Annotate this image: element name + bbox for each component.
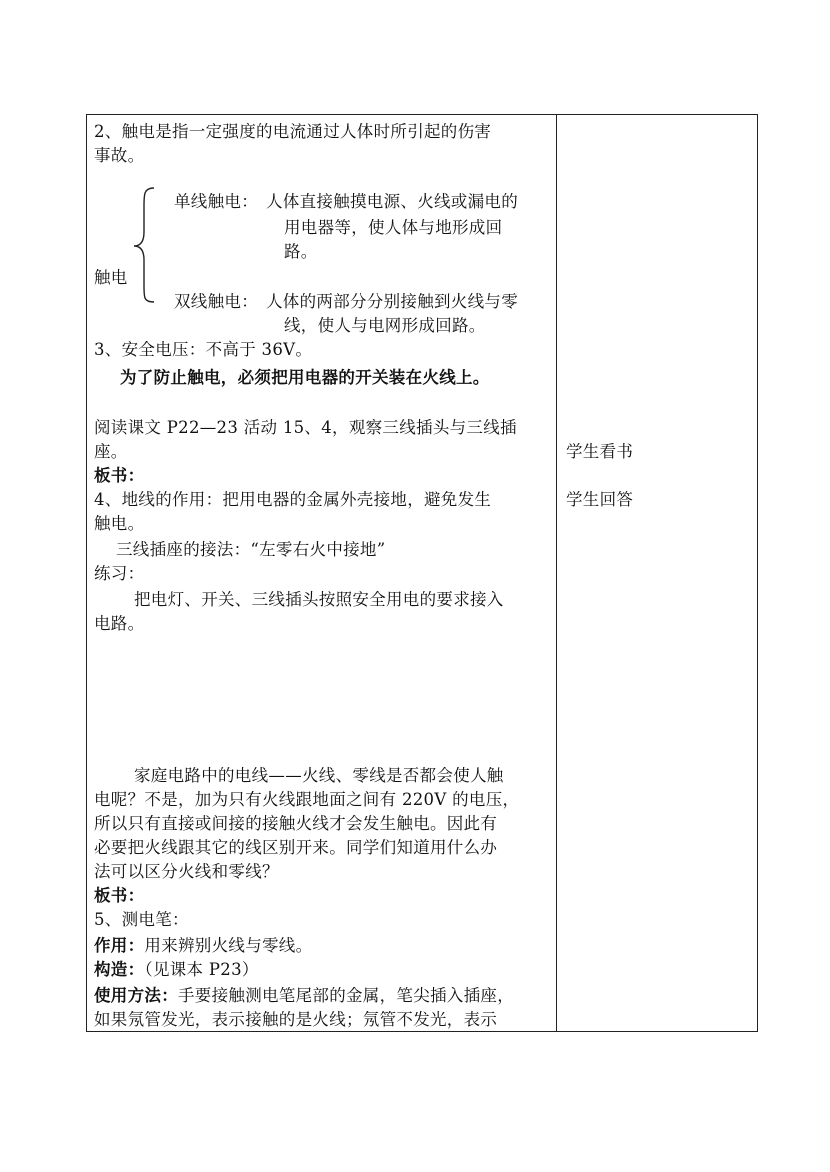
- practice-line2: 电路。: [94, 614, 145, 633]
- struct-label: 构造：: [94, 960, 145, 979]
- read-line2: 座。: [94, 442, 128, 461]
- use-text: 用来辨别火线与零线。: [144, 936, 313, 955]
- socket-rule: 三线插座的接法：“左零右火中接地”: [116, 540, 386, 559]
- item4-line2: 触电。: [94, 514, 145, 533]
- struct-row: [94, 958, 259, 982]
- para-line2: 电呢？不是，加为只有火线跟地面之间有 220V 的电压，: [94, 790, 520, 809]
- single-line2: 用电器等，使人体与地形成回: [284, 218, 503, 237]
- para-line5: 法可以区分火线和零线？: [94, 862, 279, 881]
- bold-rule: 为了防止触电，必须把用电器的开关装在火线上。: [120, 368, 490, 387]
- activity-read-book: 学生看书: [566, 442, 634, 461]
- method-line2: 如果氖管发光，表示接触的是火线；氖管不发光，表示: [94, 1010, 498, 1029]
- double-label: 双线触电：: [174, 292, 258, 311]
- chudian-label: 触电: [94, 268, 128, 287]
- practice-heading: 练习：: [94, 564, 145, 583]
- item5: 5、测电笔：: [94, 910, 189, 929]
- item2-line1: 2、触电是指一定强度的电流通过人体时所引起的伤害: [94, 122, 492, 141]
- para-line1: 家庭电路中的电线——火线、零线是否都会使人触: [134, 766, 504, 785]
- lesson-table: [86, 114, 758, 1032]
- brace-icon: [132, 186, 160, 304]
- banshu-heading-2: 板书：: [94, 886, 145, 905]
- struct-text: （见课本 P23）: [144, 960, 259, 979]
- item3: 3、安全电压：不高于 36V。: [94, 340, 313, 359]
- banshu-heading-1: 板书：: [94, 466, 145, 485]
- para-line4: 必要把火线跟其它的线区别开来。同学们知道用什么办: [94, 838, 498, 857]
- single-label: 单线触电：: [174, 192, 258, 211]
- item2-line2: 事故。: [94, 146, 145, 165]
- column-divider: [556, 114, 557, 1032]
- para-line3: 所以只有直接或间接的接触火线才会发生触电。因此有: [94, 814, 498, 833]
- practice-line1: 把电灯、开关、三线插头按照安全用电的要求接入: [134, 590, 504, 609]
- read-line1: 阅读课文 P22—23 活动 15、4，观察三线插头与三线插: [94, 418, 517, 437]
- use-row: [94, 934, 312, 958]
- method-text: 手要接触测电笔尾部的金属，笔尖插入插座，: [178, 986, 514, 1005]
- double-line1: 人体的两部分分别接触到火线与零: [266, 292, 518, 311]
- item4-line1: 4、地线的作用：把用电器的金属外壳接地，避免发生: [94, 490, 492, 509]
- single-line3: 路。: [284, 242, 318, 261]
- method-label: 使用方法：: [94, 986, 178, 1005]
- single-line1: 人体直接触摸电源、火线或漏电的: [266, 192, 518, 211]
- use-label: 作用：: [94, 936, 145, 955]
- method-row: [94, 984, 514, 1008]
- activity-answer: 学生回答: [566, 490, 634, 509]
- double-line2: 线，使人与电网形成回路。: [284, 316, 486, 335]
